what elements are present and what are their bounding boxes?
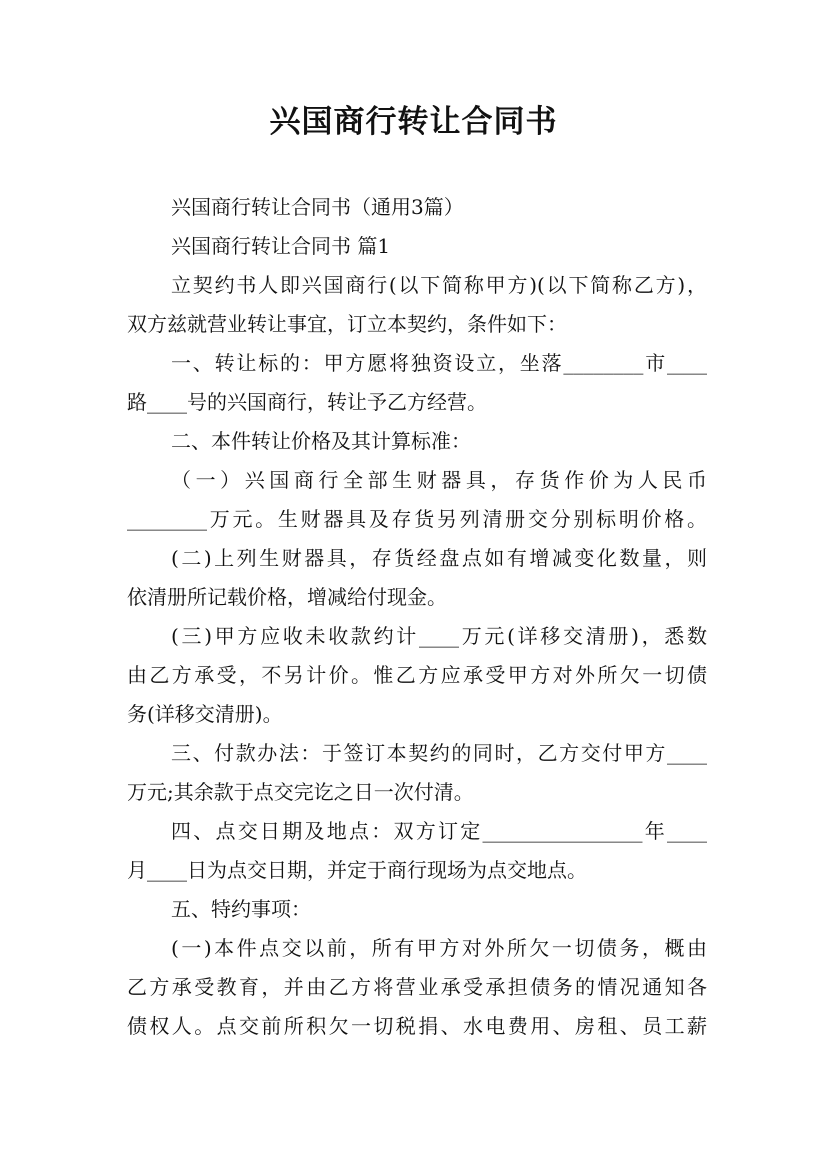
- paragraph-line: 四、点交日期及地点：双方订定________________年____: [171, 819, 707, 843]
- paragraph-line: 路____号的兴国商行，转让予乙方经营。: [127, 390, 487, 414]
- section-heading: 兴国商行转让合同书 篇1: [171, 234, 391, 258]
- paragraph-line: 双方兹就营业转让事宜，订立本契约，条件如下：: [127, 312, 567, 336]
- paragraph-line: 由乙方承受，不另计价。惟乙方应承受甲方对外所欠一切债: [127, 663, 707, 687]
- paragraph-line: 三、付款办法：于签订本契约的同时，乙方交付甲方____: [171, 741, 707, 765]
- paragraph-line: 务(详移交清册)。: [127, 702, 283, 726]
- subtitle-line: 兴国商行转让合同书（通用3篇）: [171, 195, 464, 219]
- paragraph-line: 依清册所记载价格，增减给付现金。: [127, 585, 447, 609]
- paragraph-line: (三)甲方应收未收款约计____万元(详移交清册)，悉数: [171, 624, 707, 648]
- paragraph-line: 一、转让标的：甲方愿将独资设立，坐落________市____: [171, 351, 707, 375]
- paragraph-line: 五、特约事项：: [171, 897, 311, 921]
- paragraph-line: 二、本件转让价格及其计算标准：: [171, 429, 471, 453]
- paragraph-line: （一）兴国商行全部生财器具，存货作价为人民币: [171, 468, 707, 492]
- paragraph-line: ________万元。生财器具及存货另列清册交分别标明价格。: [127, 507, 707, 531]
- document-title: 兴国商行转让合同书: [269, 104, 558, 140]
- paragraph-line: 月____日为点交日期，并定于商行现场为点交地点。: [127, 858, 587, 882]
- paragraph-line: 万元;其余款于点交完讫之日一次付清。: [127, 780, 474, 804]
- document-body: [127, 188, 707, 1046]
- paragraph-line: 立契约书人即兴国商行(以下简称甲方)(以下简称乙方)，: [171, 273, 707, 297]
- paragraph-line: 乙方承受教育，并由乙方将营业承受承担债务的情况通知各: [127, 975, 707, 999]
- paragraph-line: (一)本件点交以前，所有甲方对外所欠一切债务，概由: [171, 936, 707, 960]
- paragraph-line: 债权人。点交前所积欠一切税捐、水电费用、房租、员工薪: [127, 1014, 707, 1038]
- paragraph-line: (二)上列生财器具，存货经盘点如有增减变化数量，则: [171, 546, 707, 570]
